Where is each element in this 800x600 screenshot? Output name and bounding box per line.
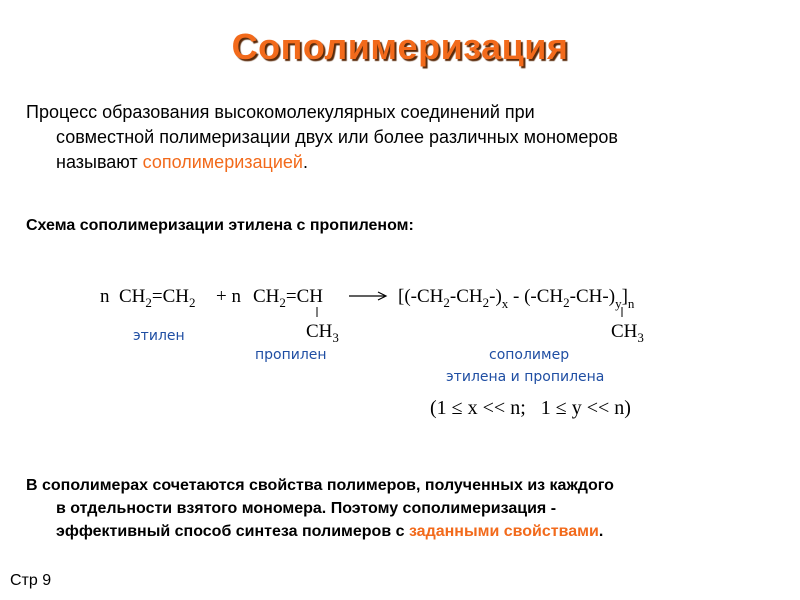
- reaction-condition: (1 ≤ x << n; 1 ≤ y << n): [430, 397, 631, 419]
- conclusion-paragraph: [26, 474, 746, 543]
- product-open: [(-CH: [398, 286, 444, 307]
- product-sub-y: y: [615, 296, 622, 311]
- product-methyl-ch: CH: [611, 321, 638, 342]
- ethylene-sub-a: 2: [145, 295, 152, 310]
- definition-term-highlight: сополимеризацией: [142, 152, 303, 172]
- propylene-sub: 2: [279, 295, 286, 310]
- propylene-methyl-ch: CH: [306, 321, 333, 342]
- definition-text-after: .: [302, 152, 308, 172]
- product-dash: -: [508, 286, 525, 307]
- scheme-heading: Схема сополимеризации этилена с пропиленом:: [26, 217, 414, 234]
- product-mid-2: -CH-): [569, 286, 616, 307]
- definition-line-1: Процесс образования высокомолекулярных соединений при: [26, 102, 535, 122]
- label-copolymer-1: сополимер: [489, 347, 570, 363]
- conclusion-text-after: .: [598, 523, 604, 540]
- definition-text-before: называют: [56, 152, 143, 172]
- ethylene-ch-a: CH: [119, 286, 146, 307]
- propylene-methyl: [306, 321, 339, 345]
- product-sub-x: x: [501, 296, 509, 311]
- ethylene-sub-b: 2: [189, 295, 196, 310]
- propylene-methyl-sub: 3: [332, 330, 339, 345]
- propylene-ch-a: CH: [253, 286, 280, 307]
- product-sub-1: 2: [443, 295, 450, 310]
- product-mid-1: -CH: [449, 286, 483, 307]
- conclusion-highlight: заданными свойствами: [408, 523, 599, 540]
- product-close-2: ]: [621, 286, 628, 307]
- product-sub-3: 2: [563, 295, 570, 310]
- conclusion-line-2: в отдельности взятого мономера. Поэтому сополимеризация -: [56, 500, 557, 517]
- product-close-1: -): [489, 286, 502, 307]
- label-propylene: пропилен: [255, 347, 327, 363]
- product-sub-n: n: [627, 296, 635, 311]
- label-ethylene: этилен: [133, 328, 185, 344]
- product-methyl: [611, 321, 644, 345]
- definition-line-2: совместной полимеризации двух или более различных мономеров: [56, 127, 618, 147]
- reaction-equation: [100, 286, 323, 312]
- product-methyl-sub: 3: [637, 330, 644, 345]
- plus-n: + n: [216, 286, 241, 307]
- product-sub-2: 2: [482, 295, 490, 310]
- conclusion-line-3: [26, 520, 746, 543]
- coefficient-n: n: [100, 286, 110, 307]
- product-open-2: (-CH: [524, 286, 564, 307]
- label-copolymer-2: этилена и пропилена: [446, 369, 605, 385]
- page-number: Стр 9: [10, 572, 52, 589]
- conclusion-line-1: В сополимерах сочетаются свойства полимеров, полученных из каждого: [26, 477, 614, 494]
- slide-title: Сополимеризация: [231, 26, 569, 67]
- conclusion-text-before: эффективный способ синтеза полимеров с: [56, 523, 409, 540]
- propylene-ch-b: =CH: [285, 286, 324, 307]
- product-formula: [398, 286, 635, 311]
- ethylene-ch-b: =CH: [151, 286, 190, 307]
